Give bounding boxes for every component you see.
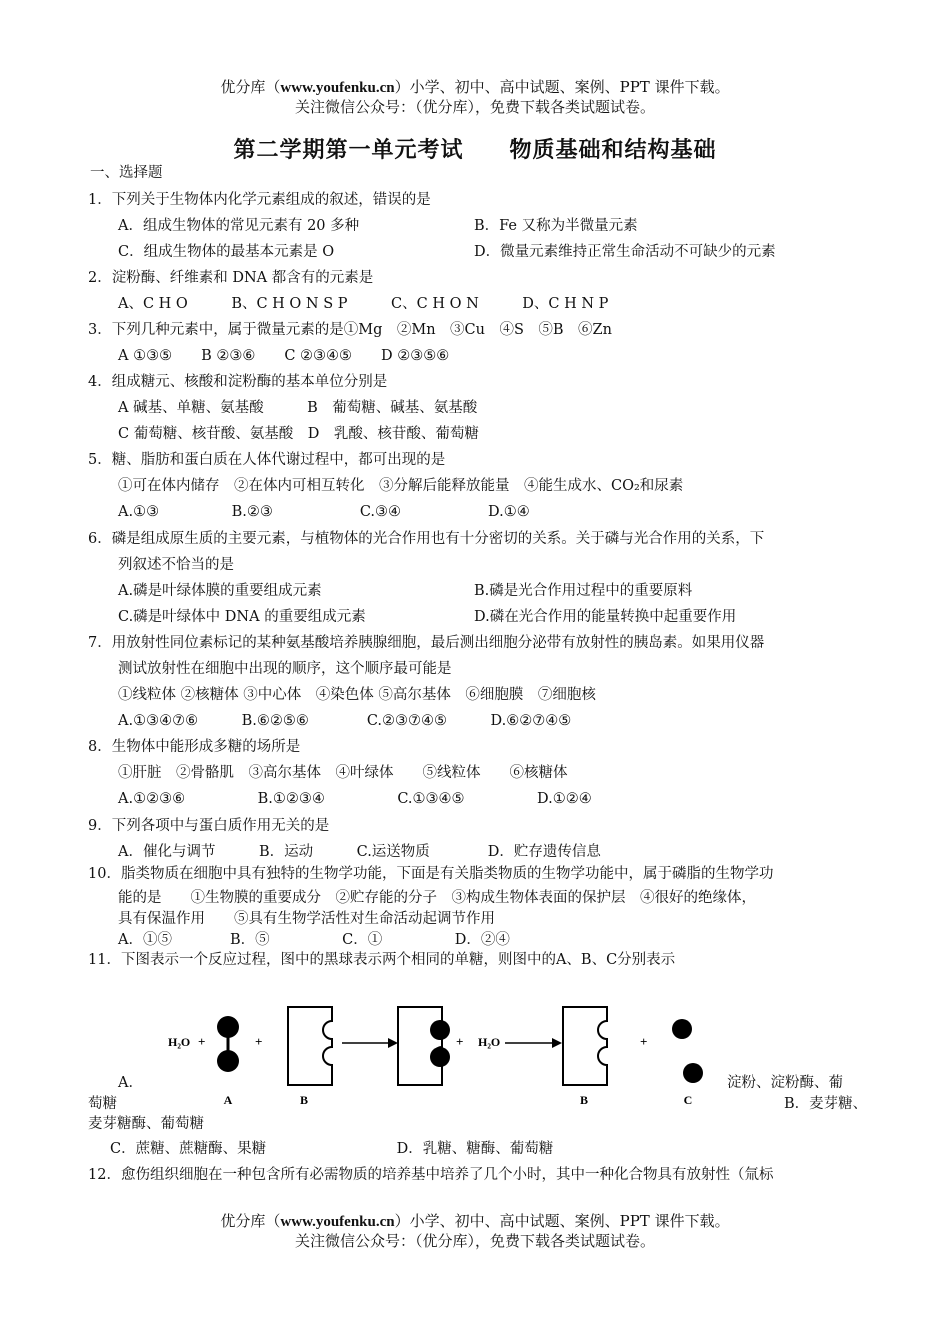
black-ball-c1 bbox=[672, 1019, 692, 1039]
q4-options-ab: A 碱基、单糖、氨基酸 B 葡萄糖、碱基、氨基酸 bbox=[118, 400, 478, 416]
black-ball-complex-2 bbox=[430, 1047, 450, 1067]
q5-options: A.①③ B.②③ C.③④ D.①④ bbox=[118, 504, 530, 520]
section-heading: 一、选择题 bbox=[90, 165, 163, 181]
q6-option-d: D.磷在光合作用的能量转换中起重要作用 bbox=[474, 609, 737, 625]
q2-options: A、C H O B、C H O N S P C、C H O N D、C H N P bbox=[118, 296, 609, 312]
question-11: 11．下图表示一个反应过程，图中的黑球表示两个相同的单糖，则图中的A、B、C分别表示 bbox=[88, 952, 676, 968]
question-12: 12．愈伤组织细胞在一种包含所有必需物质的培养基中培养了几个小时，其中一种化合物具有放射性（氚标 bbox=[88, 1167, 774, 1183]
footer-line-1: 优分库（www.youfenku.cn）小学、初中、高中试题、案例、PPT 课件下载。 bbox=[220, 1212, 730, 1230]
q4-options-cd: C 葡萄糖、核苷酸、氨基酸 D 乳酸、核苷酸、葡萄糖 bbox=[118, 426, 479, 442]
black-ball-a1 bbox=[217, 1016, 239, 1038]
label-c: C bbox=[683, 1093, 693, 1107]
enzyme-b-released bbox=[563, 1007, 607, 1085]
header-line-2: 关注微信公众号：（优分库），免费下载各类试题试卷。 bbox=[294, 98, 655, 116]
plus-sign-3: + bbox=[456, 1034, 464, 1049]
q1-option-b: B．Fe 又称为半微量元素 bbox=[474, 218, 638, 234]
question-6-cont: 列叙述不恰当的是 bbox=[118, 557, 234, 573]
question-1: 1．下列关于生物体内化学元素组成的叙述，错误的是 bbox=[88, 192, 431, 208]
q7-items: ①线粒体 ②核糖体 ③中心体 ④染色体 ⑤高尔基体 ⑥细胞膜 ⑦细胞核 bbox=[118, 687, 596, 703]
q6-option-b: B.磷是光合作用过程中的重要原料 bbox=[474, 583, 693, 599]
q5-items: ①可在体内储存 ②在体内可相互转化 ③分解后能释放能量 ④能生成水、CO₂和尿素 bbox=[118, 478, 684, 494]
h2o-label-2: H₂O bbox=[478, 1035, 501, 1049]
q11-options-cd: C．蔗糖、蔗糖酶、果糖 D．乳糖、糖酶、葡萄糖 bbox=[110, 1141, 554, 1157]
question-10: 10．脂类物质在细胞中具有独特的生物学功能，下面是有关脂类物质的生物学功能中，属于磷脂的生物学功 bbox=[88, 866, 774, 882]
q1-option-c: C．组成生物体的最基本元素是 O bbox=[118, 244, 335, 260]
question-5: 5．糖、脂肪和蛋白质在人体代谢过程中，都可出现的是 bbox=[88, 452, 446, 468]
q9-options: A．催化与调节 B．运动 C.运送物质 D．贮存遗传信息 bbox=[118, 844, 601, 860]
question-4: 4．组成糖元、核酸和淀粉酶的基本单位分别是 bbox=[88, 374, 388, 390]
question-2: 2．淀粉酶、纤维素和 DNA 都含有的元素是 bbox=[88, 270, 374, 286]
q7-options: A.①③④⑦⑥ B.⑥②⑤⑥ C.②③⑦④⑤ D.⑥②⑦④⑤ bbox=[118, 713, 572, 729]
q11-option-b: B．麦芽糖、 bbox=[784, 1096, 868, 1112]
header-line-1: 优分库（www.youfenku.cn）小学、初中、高中试题、案例、PPT 课件下载。 bbox=[220, 78, 730, 96]
question-3: 3．下列几种元素中，属于微量元素的是①Mg ②Mn ③Cu ④S ⑤B ⑥Zn bbox=[88, 322, 612, 338]
arrow-1 bbox=[388, 1038, 398, 1048]
question-10-cont-2: 具有保温作用 ⑤具有生物学活性对生命活动起调节作用 bbox=[118, 911, 495, 927]
q11-option-b-cont: 麦芽糖酶、葡萄糖 bbox=[88, 1116, 204, 1132]
arrow-2 bbox=[552, 1038, 562, 1048]
plus-sign-4: + bbox=[640, 1034, 648, 1049]
q1-option-d: D．微量元素维持正常生命活动不可缺少的元素 bbox=[474, 244, 776, 260]
q10-options: A．①⑤ B．⑤ C．① D．②④ bbox=[118, 932, 510, 948]
question-8: 8．生物体中能形成多糖的场所是 bbox=[88, 739, 301, 755]
q11-option-a: 淀粉、淀粉酶、葡 bbox=[727, 1075, 843, 1091]
header-site-link[interactable]: www.youfenku.cn bbox=[280, 80, 395, 96]
question-7-cont: 测试放射性在细胞中出现的顺序，这个顺序最可能是 bbox=[118, 661, 452, 677]
q11-option-a-prefix: A． bbox=[118, 1075, 143, 1091]
reaction-diagram bbox=[160, 997, 720, 1107]
black-ball-complex-1 bbox=[430, 1020, 450, 1040]
q6-option-a: A.磷是叶绿体膜的重要组成元素 bbox=[118, 583, 322, 599]
black-ball-a2 bbox=[217, 1050, 239, 1072]
question-6: 6．磷是组成原生质的主要元素，与植物体的光合作用也有十分密切的关系。关于磷与光合作用的关系，下 bbox=[88, 531, 765, 547]
enzyme-b bbox=[288, 1007, 332, 1085]
page-title: 第二学期第一单元考试 物质基础和结构基础 bbox=[233, 137, 717, 163]
question-9: 9．下列各项中与蛋白质作用无关的是 bbox=[88, 818, 330, 834]
enzyme-complex bbox=[398, 1007, 442, 1085]
q6-option-c: C.磷是叶绿体中 DNA 的重要组成元素 bbox=[118, 609, 366, 625]
q8-items: ①肝脏 ②骨骼肌 ③高尔基体 ④叶绿体 ⑤线粒体 ⑥核糖体 bbox=[118, 765, 568, 781]
question-10-cont: 能的是 ①生物膜的重要成分 ②贮存能的分子 ③构成生物体表面的保护层 ④很好的绝缘体， bbox=[118, 890, 756, 906]
q8-options: A.①②③⑥ B.①②③④ C.①③④⑤ D.①②④ bbox=[118, 791, 592, 807]
black-ball-c2 bbox=[683, 1063, 703, 1083]
h2o-label-1: H₂O bbox=[168, 1035, 191, 1049]
label-b-2: B bbox=[580, 1093, 589, 1107]
plus-sign-2: + bbox=[255, 1034, 263, 1049]
footer-site-link[interactable]: www.youfenku.cn bbox=[280, 1214, 395, 1230]
q3-options: A ①③⑤ B ②③⑥ C ②③④⑤ D ②③⑤⑥ bbox=[118, 348, 450, 364]
q11-option-a-cont: 萄糖 bbox=[88, 1096, 117, 1112]
footer-line-2: 关注微信公众号：（优分库），免费下载各类试题试卷。 bbox=[294, 1232, 655, 1250]
q1-option-a: A．组成生物体的常见元素有 20 多种 bbox=[118, 218, 360, 234]
label-a: A bbox=[223, 1093, 233, 1107]
plus-sign-1: + bbox=[198, 1034, 206, 1049]
question-7: 7．用放射性同位素标记的某种氨基酸培养胰腺细胞，最后测出细胞分泌带有放射性的胰岛素。如果用仪器 bbox=[88, 635, 765, 651]
label-b: B bbox=[300, 1093, 309, 1107]
